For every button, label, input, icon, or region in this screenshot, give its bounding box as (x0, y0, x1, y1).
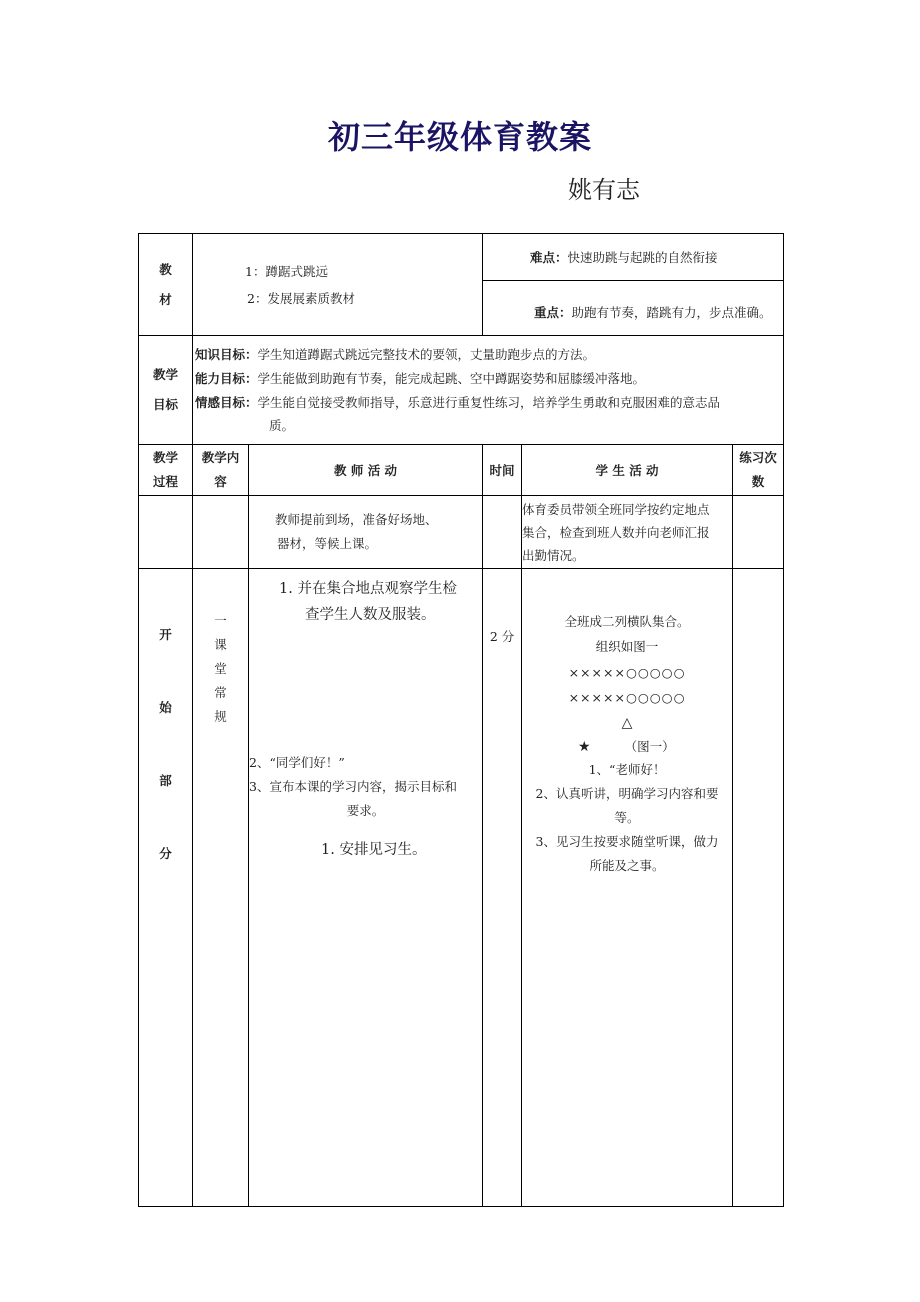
start-char-4: 分 (159, 846, 172, 861)
start-section-row (139, 569, 784, 1207)
emotion-goal-continuation: 质。 (269, 418, 295, 433)
star-icon: ★ (578, 739, 591, 755)
start-char-1: 开 (159, 627, 172, 642)
start-student (522, 569, 733, 1207)
emotion-goal (193, 391, 783, 415)
process-header-row (139, 445, 784, 496)
lesson-plan-table (138, 233, 784, 1207)
prep-row (139, 496, 784, 569)
teacher-item-1-line2: 查学生人数及服装。 (305, 607, 436, 623)
content-char-1: 一 (214, 613, 227, 628)
teacher-item-4: 1. 安排见习生。 (321, 842, 427, 858)
formation-row-1: ×××××○○○○○ (568, 665, 686, 680)
header-teacher: 教 师 活 动 (249, 445, 483, 496)
header-count (733, 445, 784, 496)
prep-process (139, 496, 193, 569)
header-process-line1: 教学 (152, 450, 178, 465)
figure-label: （图一） (624, 739, 675, 754)
header-content-line1: 教学内 (201, 450, 240, 465)
goals-label (139, 336, 193, 445)
teacher-item-1-line1: 1. 并在集合地点观察学生检 (279, 581, 457, 597)
goals-content (193, 336, 784, 445)
start-char-2: 始 (159, 700, 172, 715)
document-title: 初三年级体育教案 (327, 118, 592, 156)
start-time: 2 分 (483, 569, 522, 1207)
student-item-2-line1: 2、认真听讲，明确学习内容和要 (535, 786, 719, 801)
content-char-4: 常 (214, 685, 227, 700)
key-point-text: 助跑有节奏，踏跳有力，步点准确。 (571, 305, 772, 320)
header-student: 学 生 活 动 (522, 445, 733, 496)
header-content-line2: 容 (214, 474, 227, 489)
materials-row (139, 234, 784, 281)
header-count-line1: 练习次 (739, 450, 777, 465)
header-process-line2: 过程 (152, 474, 178, 489)
teacher-position-triangle: △ (621, 715, 633, 731)
header-count-line2: 数 (751, 474, 765, 489)
student-line-1: 全班成二列横队集合。 (564, 614, 690, 629)
start-section-label (139, 569, 193, 1207)
header-time: 时间 (483, 445, 522, 496)
prep-content (193, 496, 249, 569)
goals-label-line2: 目标 (152, 397, 178, 412)
knowledge-goal-text: 学生知道蹲踞式跳远完整技术的要领，丈量助跑步点的方法。 (257, 347, 596, 362)
prep-time (483, 496, 522, 569)
student-item-3-line1: 3、见习生按要求随堂听课，做力 (535, 834, 719, 849)
header-process (139, 445, 193, 496)
materials-item-1: 1：蹲踞式跳远 (245, 263, 328, 279)
start-teacher (249, 569, 483, 1207)
materials-items (193, 234, 483, 336)
prep-student-line1: 体育委员带领全班同学按约定地点 (522, 501, 710, 517)
student-item-2-line2: 等。 (614, 810, 640, 825)
knowledge-goal (193, 343, 783, 367)
materials-label (139, 234, 193, 336)
knowledge-goal-label: 知识目标： (195, 347, 258, 362)
start-char-3: 部 (159, 773, 172, 788)
formation-row-2: ×××××○○○○○ (568, 690, 686, 705)
key-point-label: 重点： (534, 305, 572, 320)
emotion-goal-label: 情感目标： (195, 395, 258, 410)
teacher-item-2: 2、“同学们好！” (249, 755, 345, 770)
content-char-5: 规 (214, 709, 227, 724)
prep-student-line2: 集合，检查到班人数并向老师汇报 (522, 524, 710, 540)
difficulty-text: 快速助跳与起跳的自然衔接 (567, 250, 718, 265)
prep-student (522, 496, 733, 569)
ability-goal (193, 367, 783, 391)
prep-teacher-line2: 器材，等候上课。 (277, 536, 378, 551)
student-line-2: 组织如图一 (595, 639, 659, 654)
start-count (733, 569, 784, 1207)
student-item-3-line2: 所能及之事。 (589, 858, 665, 873)
ability-goal-text: 学生能做到助跑有节奏，能完成起跳、空中蹲踞姿势和屈膝缓冲落地。 (257, 371, 646, 386)
difficulty-cell (483, 234, 784, 281)
content-char-3: 堂 (214, 661, 227, 676)
goals-label-line1: 教学 (152, 367, 178, 382)
difficulty-label: 难点： (530, 250, 568, 265)
teacher-item-3-line2: 要求。 (346, 803, 385, 818)
content-char-2: 课 (214, 637, 227, 652)
teacher-item-3-line1: 3、宣布本课的学习内容，揭示目标和 (249, 779, 457, 794)
start-content (193, 569, 249, 1207)
materials-label-line1: 教 (159, 261, 172, 277)
student-item-1: 1、“老师好！ (588, 762, 666, 777)
key-point-cell (483, 281, 784, 336)
prep-count (733, 496, 784, 569)
prep-teacher (249, 496, 483, 569)
materials-label-line2: 材 (159, 291, 172, 307)
header-content (193, 445, 249, 496)
figure-caption (522, 736, 732, 758)
author-name: 姚有志 (568, 176, 640, 204)
prep-teacher-line1: 教师提前到场，准备好场地、 (275, 512, 438, 527)
goals-row (139, 336, 784, 445)
materials-item-2: 2：发展展素质教材 (247, 290, 355, 306)
ability-goal-label: 能力目标： (195, 371, 258, 386)
prep-student-line3: 出勤情况。 (522, 547, 585, 563)
emotion-goal-text: 学生能自觉接受教师指导，乐意进行重复性练习，培养学生勇敢和克服困难的意志品 (257, 395, 721, 410)
